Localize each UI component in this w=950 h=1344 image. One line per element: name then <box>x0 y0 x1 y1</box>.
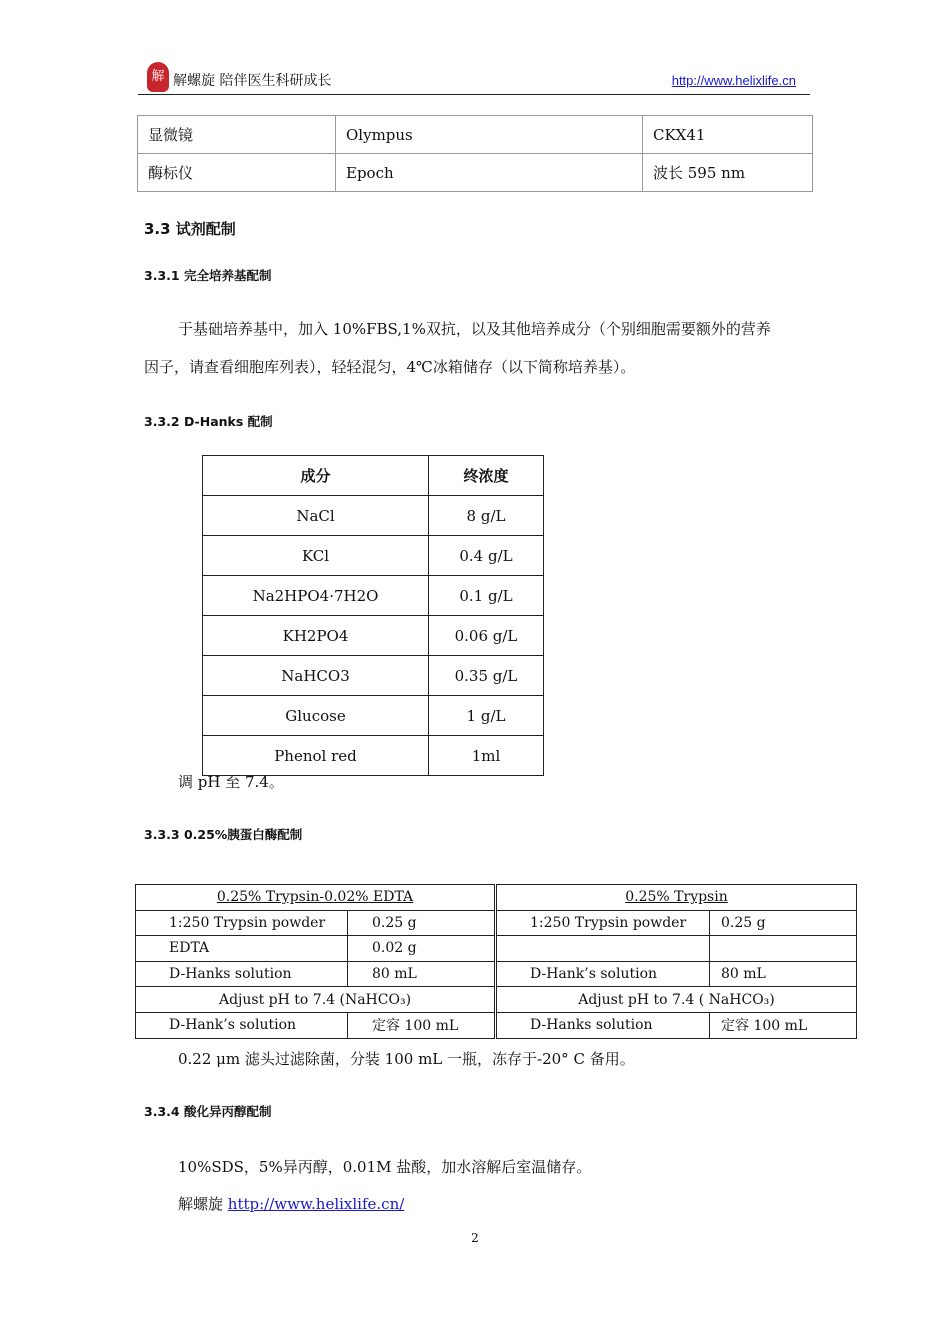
ph-adjust-left: Adjust pH to 7.4 (NaHCO₃) <box>136 987 495 1013</box>
table-row <box>136 936 857 962</box>
trypsin-title: 0.25% Trypsin <box>497 885 857 911</box>
table-row <box>136 987 857 1013</box>
table-cell: 0.02 g <box>348 936 495 962</box>
table-cell: D-Hanks solution <box>136 961 348 987</box>
equipment-table <box>137 115 813 192</box>
table-header-row <box>136 885 857 911</box>
equipment-brand: Olympus <box>336 116 643 154</box>
footer-brand-label: 解螺旋 <box>178 1195 224 1213</box>
table-cell: 0.35 g/L <box>429 656 544 696</box>
table-cell: 0.06 g/L <box>429 616 544 656</box>
table-row <box>136 1012 857 1038</box>
table-cell: Na2HPO4·7H2O <box>203 576 429 616</box>
trypsin-table <box>135 884 857 1039</box>
table-row <box>203 616 544 656</box>
section-heading-3-3-1: 3.3.1 完全培养基配制 <box>144 268 272 283</box>
section-heading-3-3-2: 3.3.2 D-Hanks 配制 <box>144 414 273 429</box>
section-heading-3-3-3: 3.3.3 0.25%胰蛋白酶配制 <box>144 827 303 842</box>
table-cell: D-Hank’s solution <box>497 961 710 987</box>
table-row <box>138 116 813 154</box>
table-cell: EDTA <box>136 936 348 962</box>
logo-seal: 解 <box>147 62 169 92</box>
ph-note: 调 pH 至 7.4。 <box>178 773 284 791</box>
table-cell: KCl <box>203 536 429 576</box>
header-link[interactable]: http://www.helixlife.cn <box>671 73 796 88</box>
table-cell: Phenol red <box>203 736 429 776</box>
table-cell: 8 g/L <box>429 496 544 536</box>
table-cell: 1ml <box>429 736 544 776</box>
column-header: 成分 <box>203 456 429 496</box>
page-number: 2 <box>471 1231 479 1245</box>
header-title: 解螺旋 陪伴医生科研成长 <box>173 73 332 89</box>
table-row <box>136 961 857 987</box>
paragraph-medium-line2: 因子，请查看细胞库列表），轻轻混匀，4℃冰箱储存（以下简称培养基）。 <box>144 358 636 376</box>
table-row <box>203 576 544 616</box>
table-header-row <box>203 456 544 496</box>
table-cell: 1:250 Trypsin powder <box>497 910 710 936</box>
equipment-brand: Epoch <box>336 154 643 192</box>
table-cell: NaCl <box>203 496 429 536</box>
header-divider <box>138 94 810 95</box>
table-cell: 0.25 g <box>710 910 857 936</box>
equipment-name: 显微镜 <box>138 116 336 154</box>
table-cell: NaHCO3 <box>203 656 429 696</box>
table-cell: KH2PO4 <box>203 616 429 656</box>
table-cell: D-Hanks solution <box>497 1012 710 1038</box>
table-cell: 1:250 Trypsin powder <box>136 910 348 936</box>
table-cell: 0.1 g/L <box>429 576 544 616</box>
table-cell: 1 g/L <box>429 696 544 736</box>
table-cell: 80 mL <box>710 961 857 987</box>
dhanks-table <box>202 455 544 776</box>
section-heading-3-3: 3.3 试剂配制 <box>144 220 236 238</box>
table-row <box>203 496 544 536</box>
footer-brand-line <box>178 1193 404 1214</box>
table-cell: 0.25 g <box>348 910 495 936</box>
footer-link[interactable]: http://www.helixlife.cn/ <box>227 1195 405 1213</box>
equipment-name: 酶标仪 <box>138 154 336 192</box>
equipment-model: 波长 595 nm <box>643 154 813 192</box>
table-row <box>203 696 544 736</box>
table-cell: 定容 100 mL <box>710 1012 857 1038</box>
trypsin-edta-title: 0.25% Trypsin-0.02% EDTA <box>136 885 495 911</box>
table-row <box>203 656 544 696</box>
table-cell <box>497 936 710 962</box>
table-row <box>138 154 813 192</box>
table-cell: D-Hank’s solution <box>136 1012 348 1038</box>
paragraph-medium-line1: 于基础培养基中，加入 10%FBS,1%双抗，以及其他培养成分（个别细胞需要额外的营养 <box>178 320 771 338</box>
table-cell: Glucose <box>203 696 429 736</box>
column-header: 终浓度 <box>429 456 544 496</box>
filter-note: 0.22 μm 滤头过滤除菌，分装 100 mL 一瓶，冻存于-20° C 备用。 <box>178 1050 635 1068</box>
table-cell: 定容 100 mL <box>348 1012 495 1038</box>
equipment-model: CKX41 <box>643 116 813 154</box>
section-heading-3-3-4: 3.3.4 酸化异丙醇配制 <box>144 1104 272 1119</box>
table-row <box>203 736 544 776</box>
table-cell: 80 mL <box>348 961 495 987</box>
table-cell <box>710 936 857 962</box>
table-row <box>203 536 544 576</box>
ph-adjust-right: Adjust pH to 7.4 ( NaHCO₃) <box>497 987 857 1013</box>
table-row <box>136 910 857 936</box>
table-cell: 0.4 g/L <box>429 536 544 576</box>
paragraph-isopropanol: 10%SDS，5%异丙醇，0.01M 盐酸，加水溶解后室温储存。 <box>178 1158 592 1176</box>
